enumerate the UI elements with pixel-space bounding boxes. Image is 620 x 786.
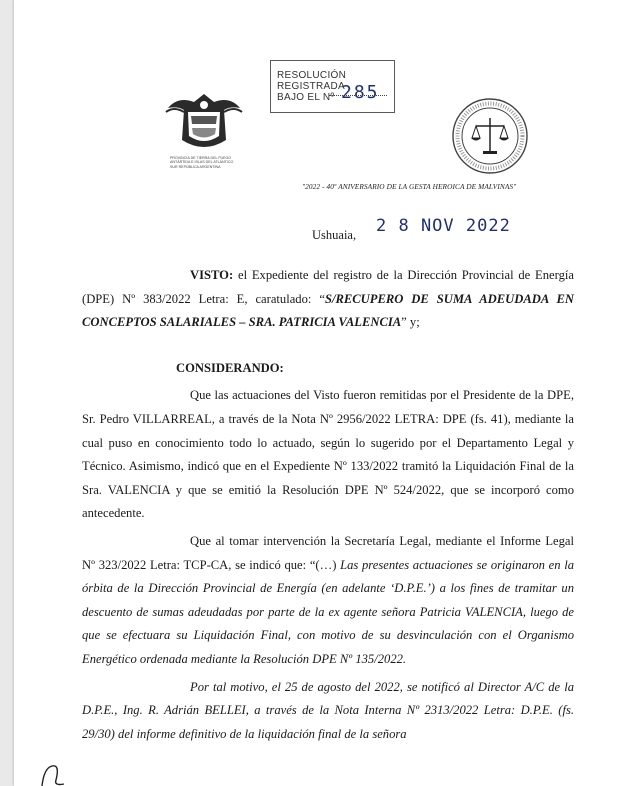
- margin-signature-mark-icon: [38, 750, 78, 786]
- scales-of-justice-seal-icon: [450, 96, 530, 176]
- considerando-paragraph-2: [82, 530, 574, 672]
- visto-text-1: el Expediente del registro de la Dirección Provincial de Energía (DPE) Nº 383/2022 Letra: E, caratulado: “: [82, 268, 574, 306]
- place-label: Ushuaia,: [312, 228, 357, 242]
- stamp-line-2: BAJO EL Nº: [277, 92, 335, 103]
- considerando-paragraph-1: Que las actuaciones del Visto fueron remitidas por el Presidente de la DPE, Sr. Pedro VILLARREAL, a través de la Nota Nº 2956/2022 LETRA: DPE (fs. 41), mediante la cual puso en conocimiento todo lo actuado, según lo sugerido por el Departamento Legal y Técnico. Asimismo, indicó que en el Expediente Nº 133/2022 tramitó la Liquidación Final de la Sra. VALENCIA y que se emitió la Resolución DPE Nº 524/2022, que se incorporó como antecedente.: [82, 388, 574, 521]
- paragraph-2-text: Que al tomar intervención la Secretaría Legal, mediante el Informe Legal Nº 323/2022 Letra: TCP-CA, se indicó que: “(…): [82, 533, 574, 572]
- visto-label: VISTO:: [190, 268, 234, 282]
- document-page: [14, 0, 620, 786]
- date-stamp: 2 8 NOV 2022: [376, 216, 511, 236]
- province-coat-of-arms-logo: [164, 88, 244, 178]
- stamp-number: 285: [341, 82, 380, 103]
- visto-text-2: ” y;: [401, 315, 420, 330]
- resolution-body: [82, 264, 574, 746]
- considerando-heading: CONSIDERANDO:: [176, 360, 284, 375]
- tribunal-seal-logo: [450, 96, 530, 176]
- anniversary-motto: "2022 - 40º ANIVERSARIO DE LA GESTA HEROICA DE MALVINAS": [302, 182, 517, 191]
- visto-paragraph: [82, 264, 574, 335]
- visto-caption: S/RECUPERO DE SUMA ADEUDADA EN CONCEPTOS SALARIALES – SRA. PATRICIA VALENCIA: [82, 291, 574, 330]
- coat-of-arms-icon: [164, 88, 244, 156]
- paragraph-2-quote: Las presentes actuaciones se originaron en la órbita de la Dirección Provincial de Energía (en adelante ‘D.P.E.’) a los fines de tramitar un descuento de sumas adeudadas por parte de la ex agente señora Patricia VALENCIA, luego de que se efectuara su Liquidación Final, con motivo de su desvinculación con el Organismo Energético ordenada mediante la Resolución DPE Nº 135/2022.: [82, 557, 574, 666]
- considerando-paragraph-3: Por tal motivo, el 25 de agosto del 2022, se notificó al Director A/C de la D.P.E., Ing. R. Adrián BELLEI, a través de la Nota Interna Nº 2313/2022 Letra: D.P.E. (fs. 29/30) del informe definitivo de la liquidación final de la señora: [82, 679, 574, 741]
- stamp-line-1: RESOLUCIÓN REGISTRADA: [277, 70, 347, 92]
- coat-of-arms-caption: PROVINCIA DE TIERRA DEL FUEGO ANTÁRTIDA E ISLAS DEL ATLÁNTICO SUR REPÚBLICA ARGENTINA: [170, 156, 234, 169]
- registration-stamp: [270, 60, 395, 113]
